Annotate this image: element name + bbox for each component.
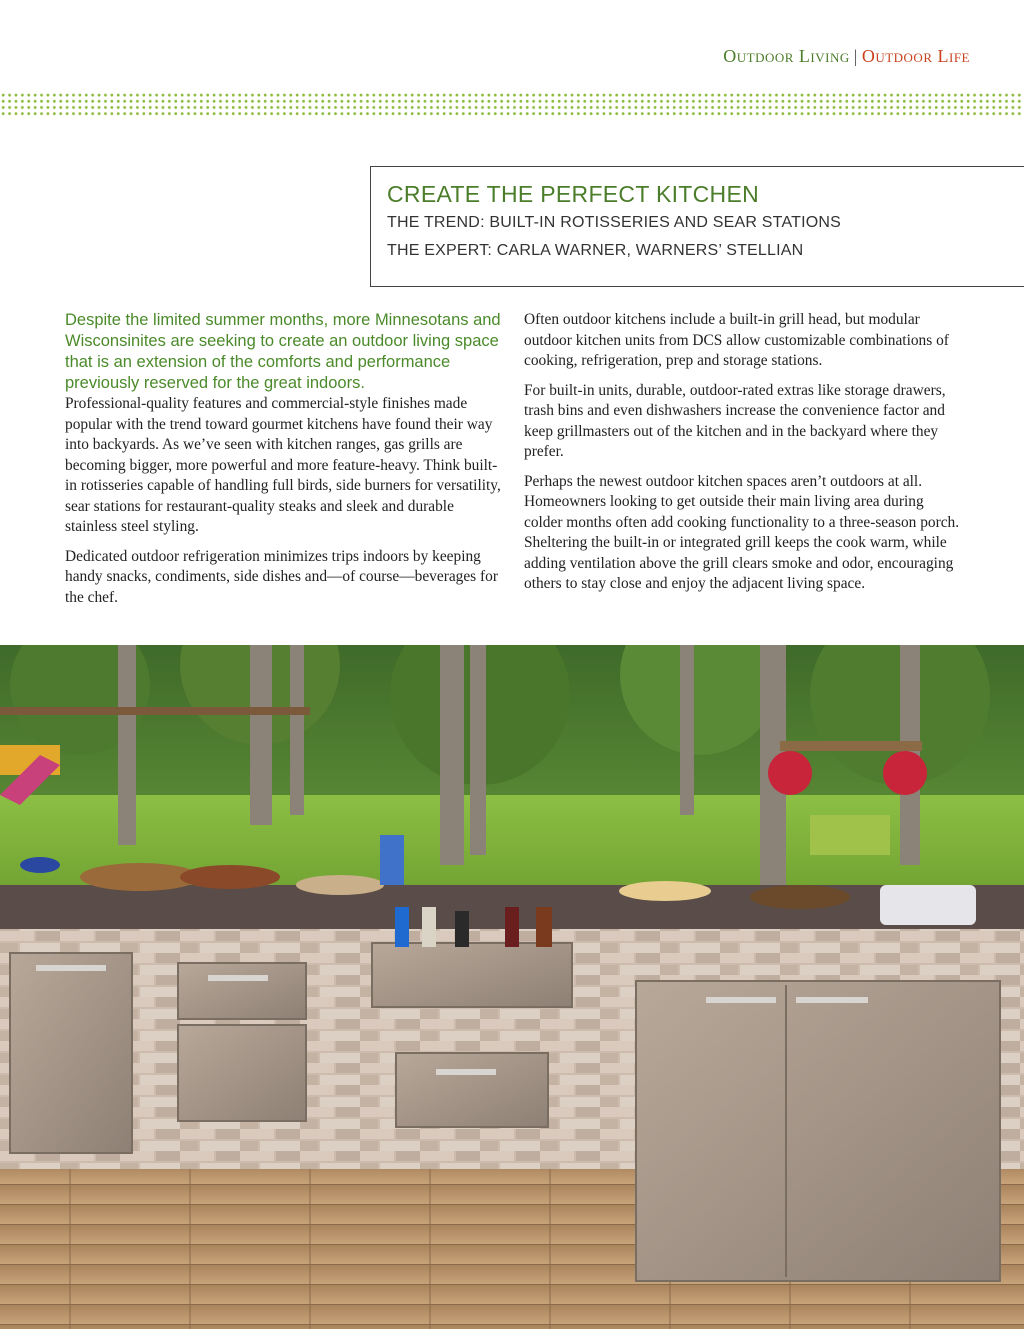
warming-drawer xyxy=(396,1053,548,1127)
article-column-right xyxy=(524,310,964,604)
article-paragraph: Often outdoor kitchens include a built-in grill head, but modular outdoor kitchen units from DCS allow customizable combinations of cooking, refrigeration, prep and storage stations. xyxy=(524,311,949,369)
double-door-cabinet xyxy=(636,981,1000,1281)
article-paragraph: For built-in units, durable, outdoor-rated extras like storage drawers, trash bins and even dishwashers increase the convenience factor and keep grillmasters out of the kitchen and in the backyard where they prefer. xyxy=(524,381,946,460)
article-paragraph: Professional-quality features and commercial-style finishes made popular with the trend toward gourmet kitchens have found their way into backyards. As we’ve seen with kitchen ranges, gas grills are becoming bigger, more powerful and more feature-heavy. Think built-in rotisseries capable of handling full birds, side burners for versatility, sear stations for restaurant-quality steaks and sleek and durable stainless steel styling. xyxy=(65,395,501,535)
feature-title: CREATE THE PERFECT KITCHEN xyxy=(387,181,760,207)
article-lede: Despite the limited summer months, more Minnesotans and Wisconsinites are seeking to create an outdoor living space that is an extension of the comforts and performance previously reserved for the great indoors. xyxy=(65,311,501,392)
section-separator: | xyxy=(853,46,858,66)
ice-bin xyxy=(372,943,572,1007)
outdoor-kitchen-photo xyxy=(0,645,1024,1329)
left-cabinet-door xyxy=(10,953,132,1153)
article-paragraph: Dedicated outdoor refrigeration minimizes trips indoors by keeping handy snacks, condiments, side dishes and—of course—beverages for the chef. xyxy=(65,547,498,606)
drawer-bottom xyxy=(178,1025,306,1121)
drawer-top xyxy=(178,963,306,1019)
section-name-outdoor-living: Outdoor Living xyxy=(723,46,850,66)
feature-expert: THE EXPERT: CARLA WARNER, WARNERS’ STELLIAN xyxy=(387,242,804,259)
section-name-outdoor-life: Outdoor Life xyxy=(861,46,970,66)
feature-title-box xyxy=(370,166,1024,287)
article-paragraph: Perhaps the newest outdoor kitchen spaces aren’t outdoors at all. Homeowners looking to get outside their main living area during colder months often add cooking functionality to a three-season porch. Sheltering the built-in or integrated grill keeps the cook warm, while adding ventilation above the grill clears smoke and odor, encouraging others to stay close and enjoy the adjacent living space. xyxy=(524,472,960,592)
dotted-divider xyxy=(0,92,1024,116)
section-header xyxy=(723,46,970,67)
feature-trend: THE TREND: BUILT-IN ROTISSERIES AND SEAR STATIONS xyxy=(387,214,842,231)
article-column-left xyxy=(65,310,505,617)
